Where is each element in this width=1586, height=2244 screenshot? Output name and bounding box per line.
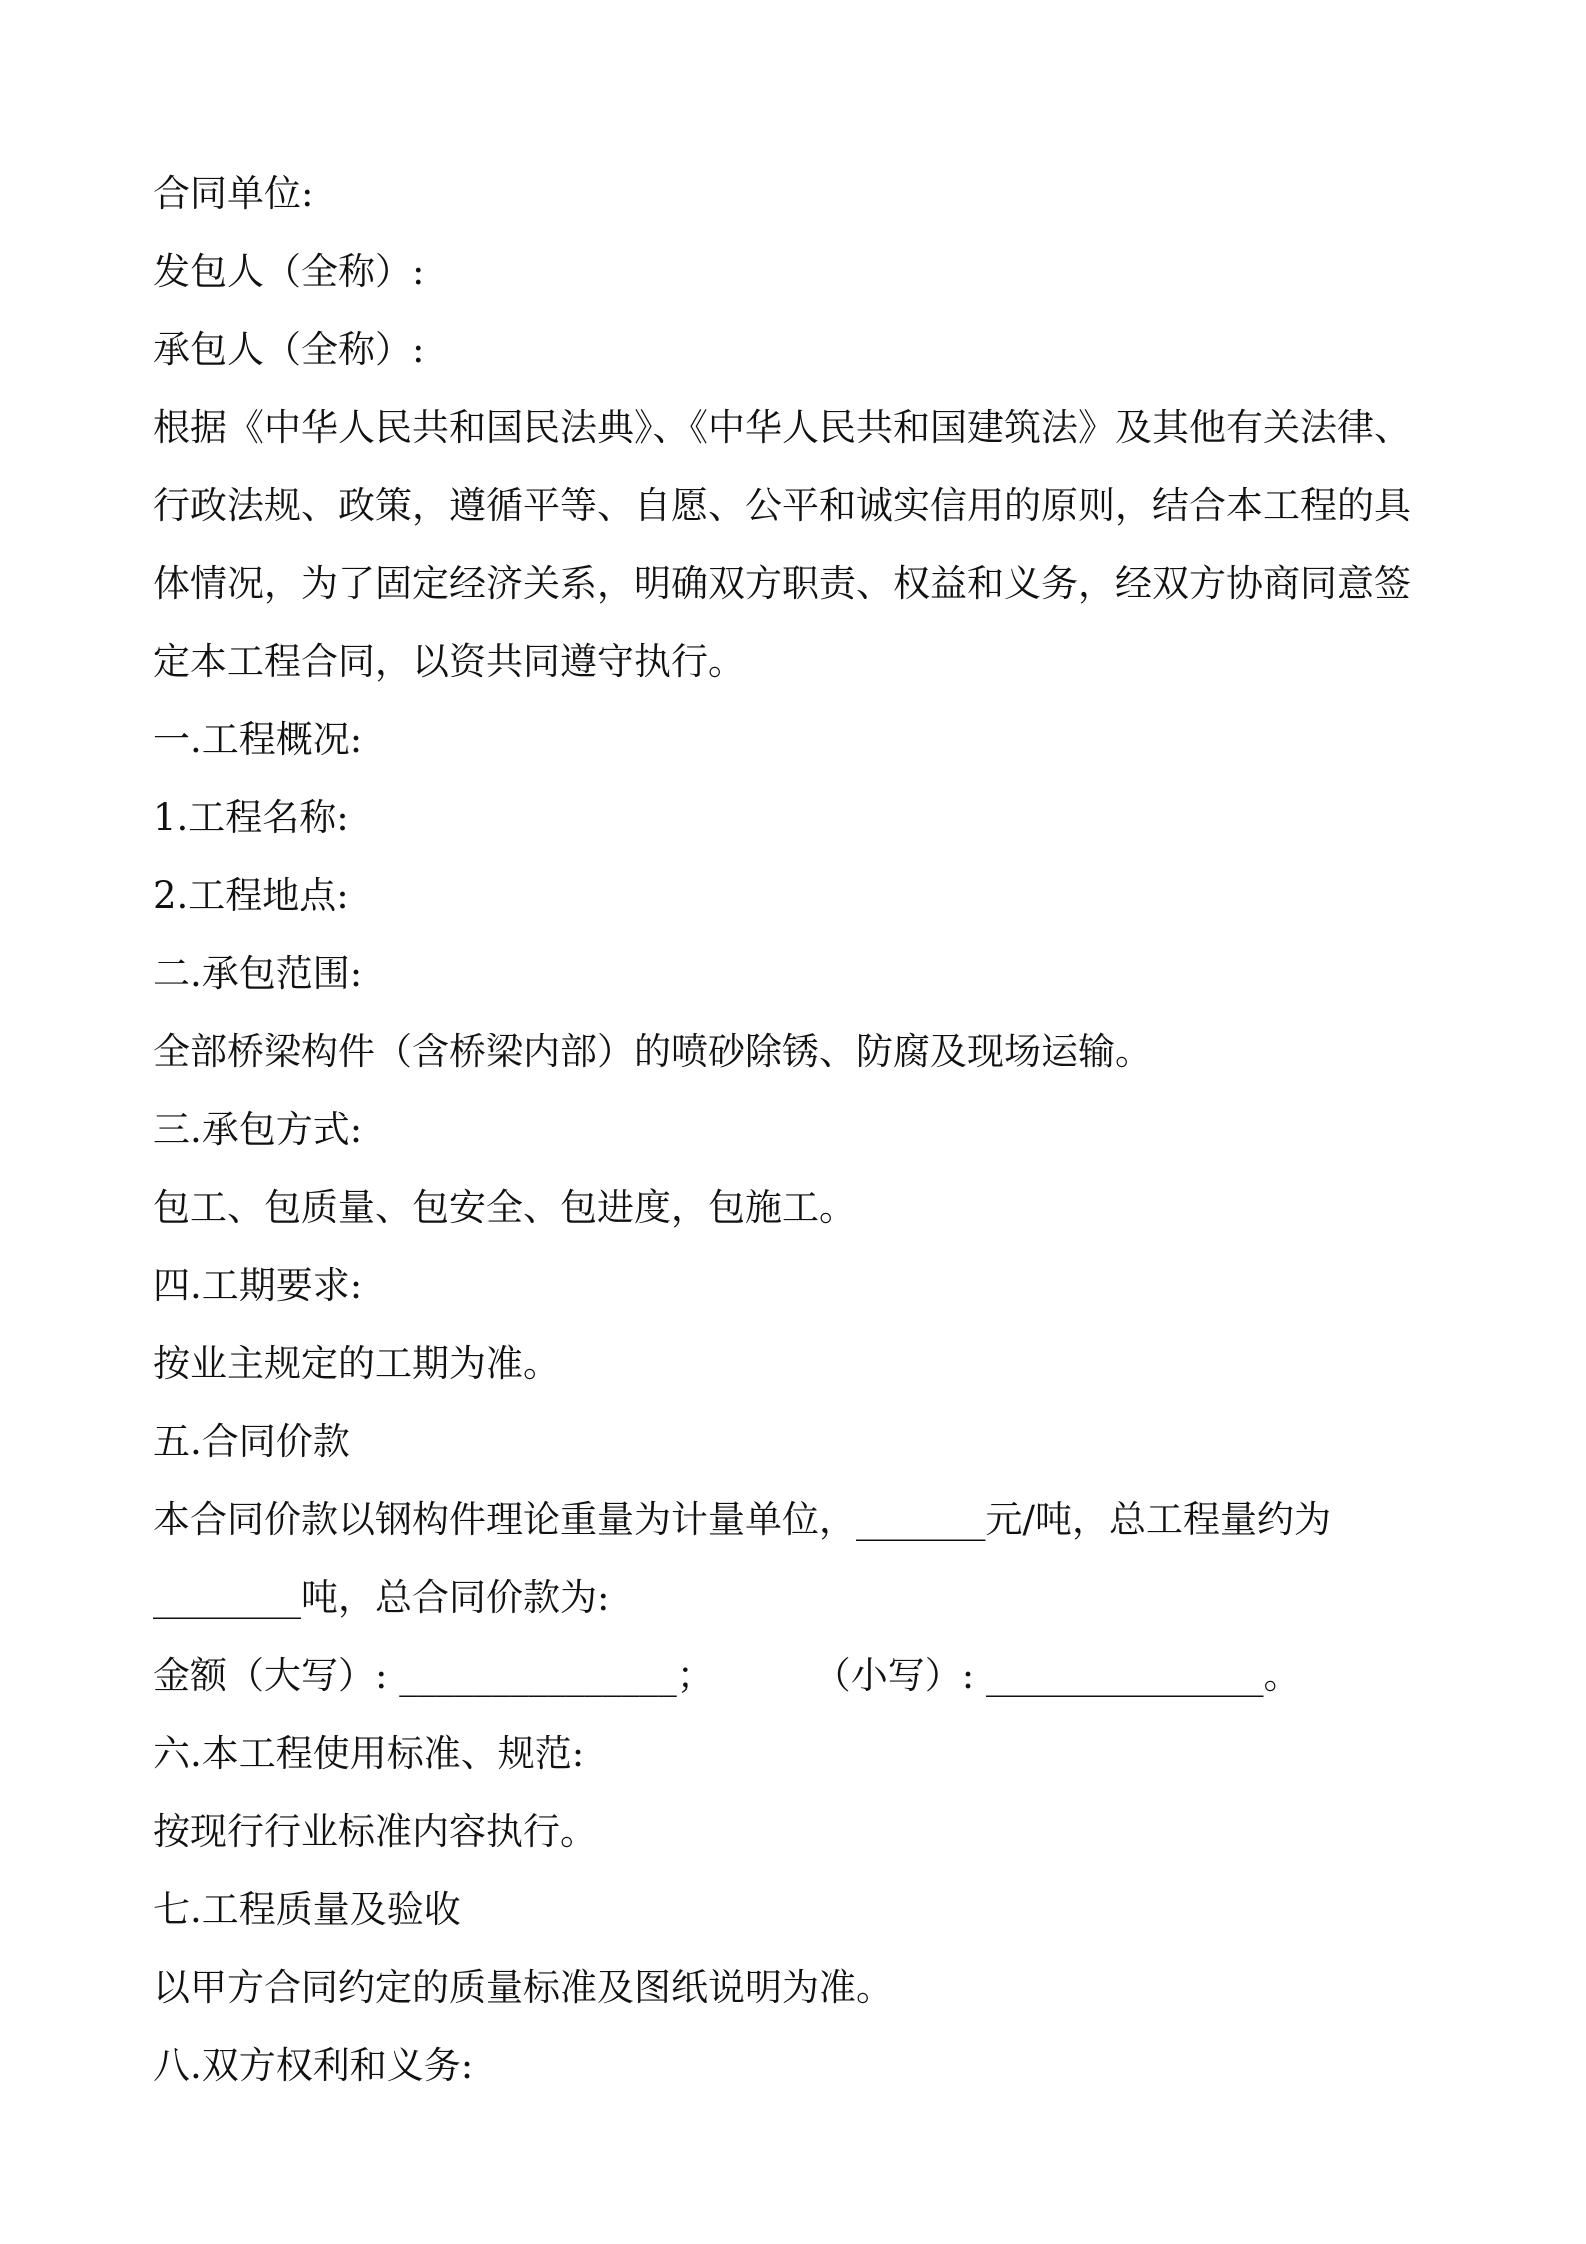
project-name-label: 1.工程名称: bbox=[153, 796, 349, 839]
amount-line bbox=[153, 1637, 1453, 1715]
section-heading-standards: 六.本工程使用标准、规范: bbox=[153, 1732, 585, 1775]
amount-upper-label: 金额（大写）: _______________； bbox=[153, 1654, 714, 1697]
section-heading-overview: 一.工程概况: bbox=[153, 718, 363, 761]
price-text-line-1: 本合同价款以钢构件理论重量为计量单位，_______元/吨，总工程量约为 bbox=[153, 1498, 1331, 1541]
contract-body bbox=[153, 155, 1453, 2105]
standards-text: 按现行行业标准内容执行。 bbox=[153, 1810, 597, 1853]
contractor-name-label: 承包人（全称）: bbox=[153, 328, 425, 371]
section-heading-rights: 八.双方权利和义务: bbox=[153, 2044, 474, 2087]
preamble-line-1: 根据《中华人民共和国民法典》、《中华人民共和国建筑法》及其他有关法律、 bbox=[153, 406, 1411, 449]
amount-lower-label: （小写）: _______________。 bbox=[813, 1654, 1301, 1697]
employer-name-label: 发包人（全称）: bbox=[153, 250, 425, 293]
preamble-line-3: 体情况，为了固定经济关系，明确双方职责、权益和义务，经双方协商同意签 bbox=[153, 562, 1411, 605]
section-heading-price: 五.合同价款 bbox=[153, 1420, 350, 1463]
schedule-text: 按业主规定的工期为准。 bbox=[153, 1342, 560, 1385]
section-heading-schedule: 四.工期要求: bbox=[153, 1264, 363, 1307]
quality-text: 以甲方合同约定的质量标准及图纸说明为准。 bbox=[153, 1966, 893, 2009]
scope-text: 全部桥梁构件（含桥梁内部）的喷砂除锈、防腐及现场运输。 bbox=[153, 1030, 1152, 1073]
section-heading-quality: 七.工程质量及验收 bbox=[153, 1888, 461, 1931]
preamble-line-4: 定本工程合同，以资共同遵守执行。 bbox=[153, 640, 745, 683]
project-location-label: 2.工程地点: bbox=[153, 874, 349, 917]
contract-units-label: 合同单位: bbox=[153, 172, 314, 215]
method-text: 包工、包质量、包安全、包进度，包施工。 bbox=[153, 1186, 856, 1229]
price-text-line-2: ________吨，总合同价款为: bbox=[153, 1576, 610, 1619]
section-heading-method: 三.承包方式: bbox=[153, 1108, 363, 1151]
section-heading-scope: 二.承包范围: bbox=[153, 952, 363, 995]
preamble-line-2: 行政法规、政策，遵循平等、自愿、公平和诚实信用的原则，结合本工程的具 bbox=[153, 484, 1411, 527]
